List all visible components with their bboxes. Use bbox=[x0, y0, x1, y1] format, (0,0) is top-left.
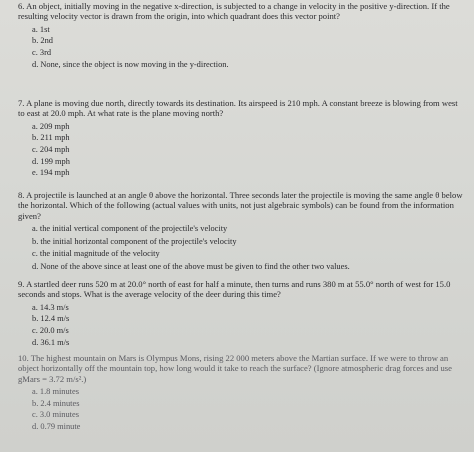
answer-option: d. 199 mph bbox=[32, 156, 70, 166]
question-6 bbox=[18, 1, 466, 70]
question-9 bbox=[18, 279, 466, 348]
answer-option: c. 3.0 minutes bbox=[32, 410, 79, 420]
answer-option: c. 20.0 m/s bbox=[32, 326, 69, 335]
answer-option: b. 211 mph bbox=[32, 133, 70, 143]
answer-option: c. 204 mph bbox=[32, 145, 70, 154]
answer-option: b. 12.4 m/s bbox=[32, 314, 70, 324]
answer-option: d. 0.79 minute bbox=[32, 422, 81, 431]
answer-options bbox=[18, 223, 466, 273]
answer-option: a. 1st bbox=[32, 24, 50, 34]
answer-option: d. 36.1 m/s bbox=[32, 337, 70, 347]
answer-options bbox=[18, 302, 466, 348]
answer-option: c. 3rd bbox=[32, 48, 52, 57]
answer-option: b. 2nd bbox=[32, 36, 53, 46]
answer-option: b. 2.4 minutes bbox=[32, 398, 80, 408]
answer-option: a. 14.3 m/s bbox=[32, 302, 69, 312]
answer-option: a. the initial vertical component of the projectile's velocity bbox=[32, 224, 228, 234]
answer-option: c. the initial magnitude of the velocity bbox=[32, 249, 160, 259]
answer-option: a. 209 mph bbox=[32, 121, 70, 131]
question-stem: 9. A startled deer runs 520 m at 20.0° north of east for half a minute, then turns and runs 380 m at 55.0° north of west for 15.0 seconds and stops. What is the average velocity of the deer during this time? bbox=[18, 279, 451, 300]
question-7 bbox=[18, 98, 466, 179]
answer-options bbox=[18, 386, 466, 432]
answer-option: e. 194 mph bbox=[32, 168, 70, 178]
answer-option: a. 1.8 minutes bbox=[32, 387, 79, 397]
answer-option: b. the initial horizontal component of the projectile's velocity bbox=[32, 236, 237, 246]
question-stem: 6. An object, initially moving in the negative x-direction, is subjected to a change in velocity in the positive y-direction. If the resulting velocity vector is drawn from the origin, into which quadrant does this vector point? bbox=[18, 1, 450, 22]
question-stem: 10. The highest mountain on Mars is Olympus Mons, rising 22 000 meters above the Martian surface. If we were to throw an object horizontally off the mountain top, how long would it take to reach the surface? (Ignore atmospheric drag forces and use gMars = 3.72 m/s².) bbox=[18, 353, 452, 384]
answer-options bbox=[18, 121, 466, 179]
question-8 bbox=[18, 190, 466, 274]
question-stem: 8. A projectile is launched at an angle θ above the horizontal. Three seconds later the projectile is moving the same angle θ below the horizontal. Which of the following (actual values with units, not just algebraic symbols) can be found from the information given? bbox=[18, 190, 463, 221]
question-stem: 7. A plane is moving due north, directly towards its destination. Its airspeed is 210 mph. A constant breeze is blowing from west to east at 20.0 mph. At what rate is the plane moving north? bbox=[18, 98, 458, 119]
question-10 bbox=[18, 353, 466, 433]
answer-option: d. None, since the object is now moving in the y-direction. bbox=[32, 59, 229, 69]
answer-options bbox=[18, 24, 466, 70]
answer-option: d. None of the above since at least one of the above must be given to find the other two values. bbox=[32, 262, 350, 271]
